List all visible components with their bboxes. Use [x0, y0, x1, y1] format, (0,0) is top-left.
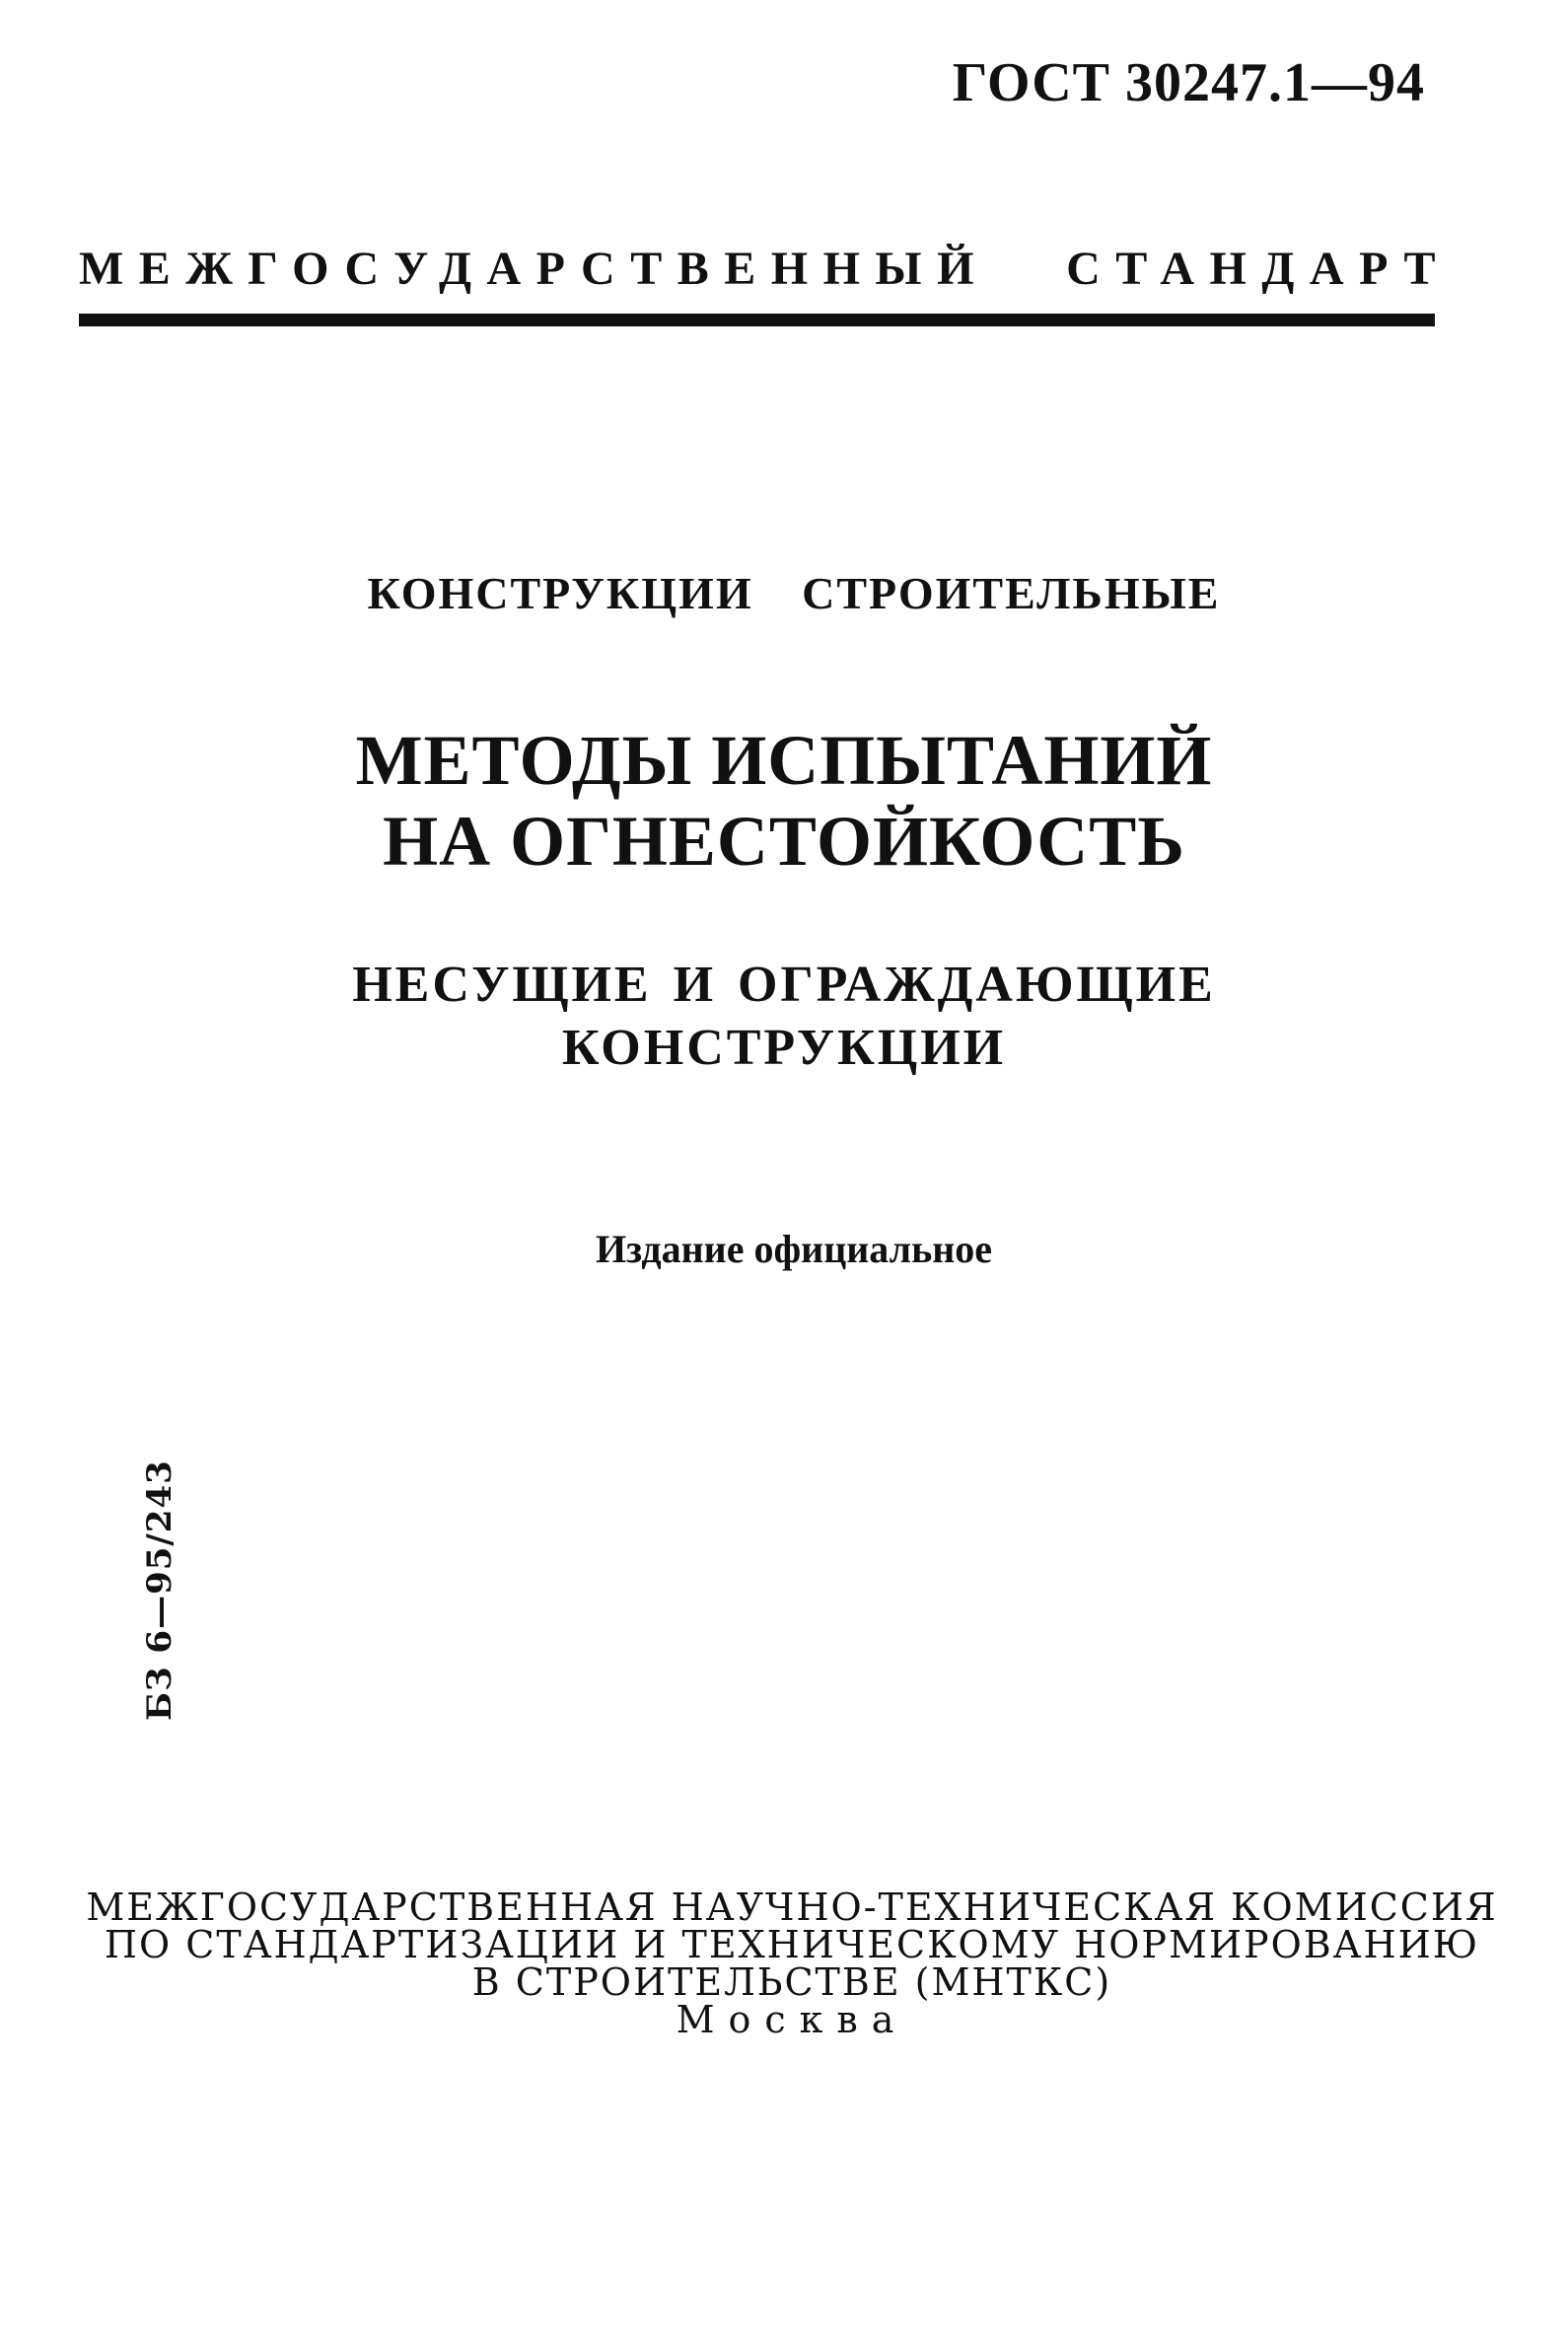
subtitle — [0, 954, 1568, 1080]
header-band — [79, 242, 1451, 326]
publisher-line-3: В СТРОИТЕЛЬСТВЕ (МНТКС) — [471, 1960, 1112, 2004]
publisher-city: Москва — [676, 1998, 908, 2041]
publisher-line-2: ПО СТАНДАРТИЗАЦИИ И ТЕХНИЧЕСКОМУ НОРМИРОВАНИЮ — [104, 1923, 1480, 1966]
edition-note: Издание официальное — [595, 1227, 993, 1271]
interstate-standard-heading — [79, 242, 1451, 296]
main-title-line-2: НА ОГНЕСТОЙКОСТЬ — [383, 802, 1185, 881]
interstate-word: МЕЖГОСУДАРСТВЕННЫЙ — [79, 243, 989, 295]
category-heading: КОНСТРУКЦИИ СТРОИТЕЛЬНЫЕ — [367, 568, 1221, 618]
publisher-line-1: МЕЖГОСУДАРСТВЕННАЯ НАУЧНО-ТЕХНИЧЕСКАЯ КОМИССИЯ — [86, 1886, 1498, 1929]
side-registration-code: БЗ 6—95/243 — [140, 1459, 179, 1721]
main-title-line-1: МЕТОДЫ ИСПЫТАНИЙ — [355, 721, 1213, 800]
subtitle-line-2: КОНСТРУКЦИИ — [561, 1020, 1007, 1076]
header-rule — [79, 314, 1435, 326]
subtitle-line-1: НЕСУЩИЕ И ОГРАЖДАЮЩИЕ — [352, 957, 1216, 1013]
standard-code: ГОСТ 30247.1—94 — [952, 52, 1425, 113]
publisher-block — [0, 1886, 1568, 2041]
standard-word: СТАНДАРТ — [1066, 243, 1451, 295]
main-title — [0, 720, 1568, 882]
